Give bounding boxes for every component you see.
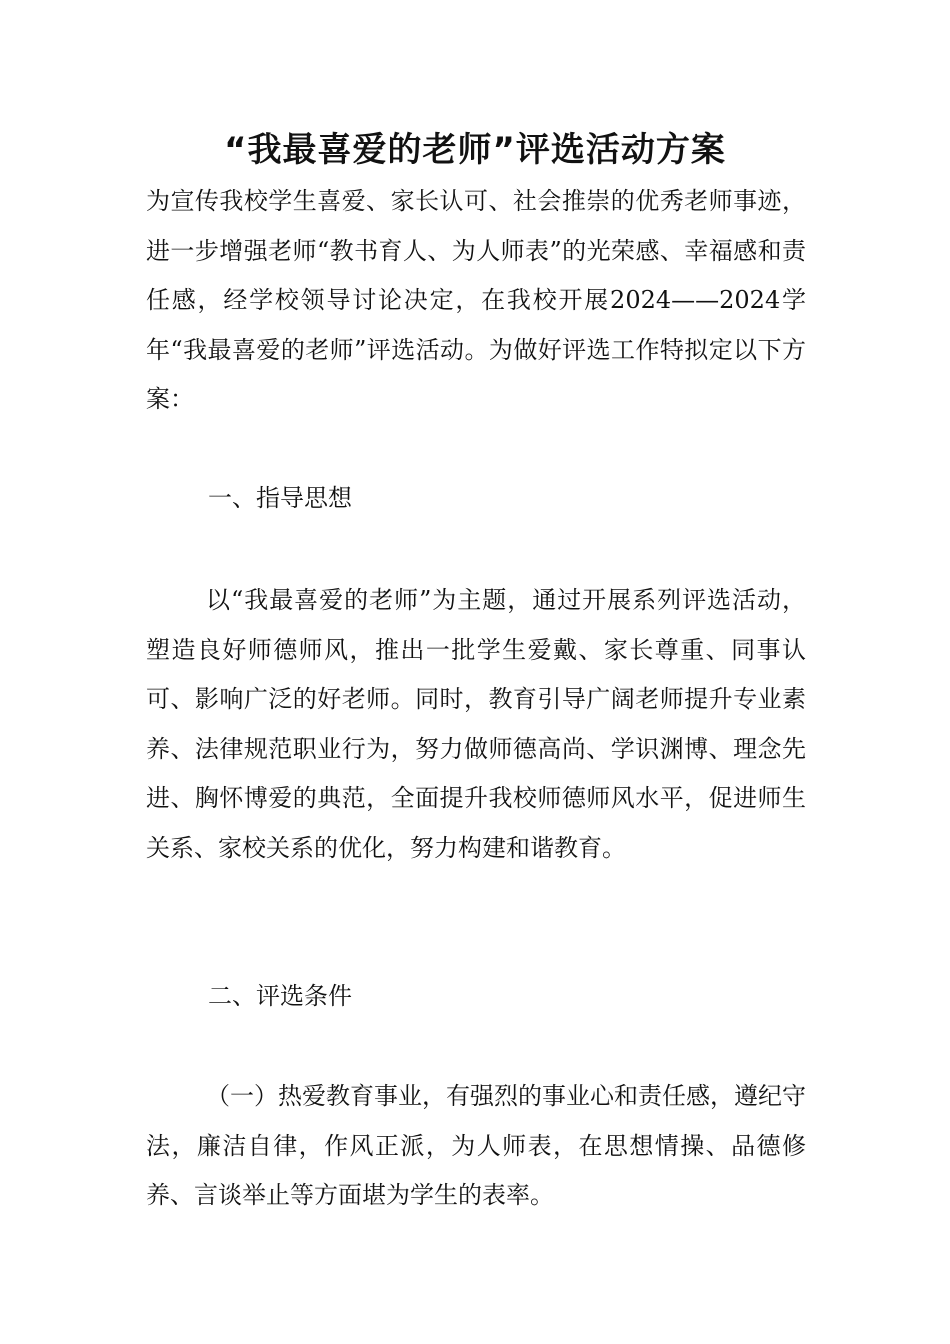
document-title: “我最喜爱的老师”评选活动方案 [224, 130, 726, 170]
section-heading-selection-criteria: 二、评选条件 [208, 982, 352, 1010]
section-paragraph-guiding-thought: 以“我最喜爱的老师”为主题，通过开展系列评选活动，塑造良好师德师风，推出一批学生爱戴、家长尊重、同事认可、影响广泛的好老师。同时，教育引导广阔老师提升专业素养、法律规范职业行为，努力做师德高尚、学识渊博、理念先进、胸怀博爱的典范，全面提升我校师德师风水平，促进师生关系、家校关系的优化，努力构建和谐教育。 [146, 586, 806, 862]
section-paragraph-criterion-1: （一）热爱教育事业，有强烈的事业心和责任感，遵纪守法，廉洁自律，作风正派，为人师表，在思想情操、品德修养、言谈举止等方面堪为学生的表率。 [146, 1082, 806, 1209]
intro-paragraph: 为宣传我校学生喜爱、家长认可、社会推崇的优秀老师事迹，进一步增强老师“教书育人、为人师表”的光荣感、幸福感和责任感，经学校领导讨论决定，在我校开展2024——2024学年“我最喜爱的老师”评选活动。为做好评选工作特拟定以下方案： [146, 187, 806, 413]
section-heading-guiding-thought: 一、指导思想 [208, 484, 352, 512]
